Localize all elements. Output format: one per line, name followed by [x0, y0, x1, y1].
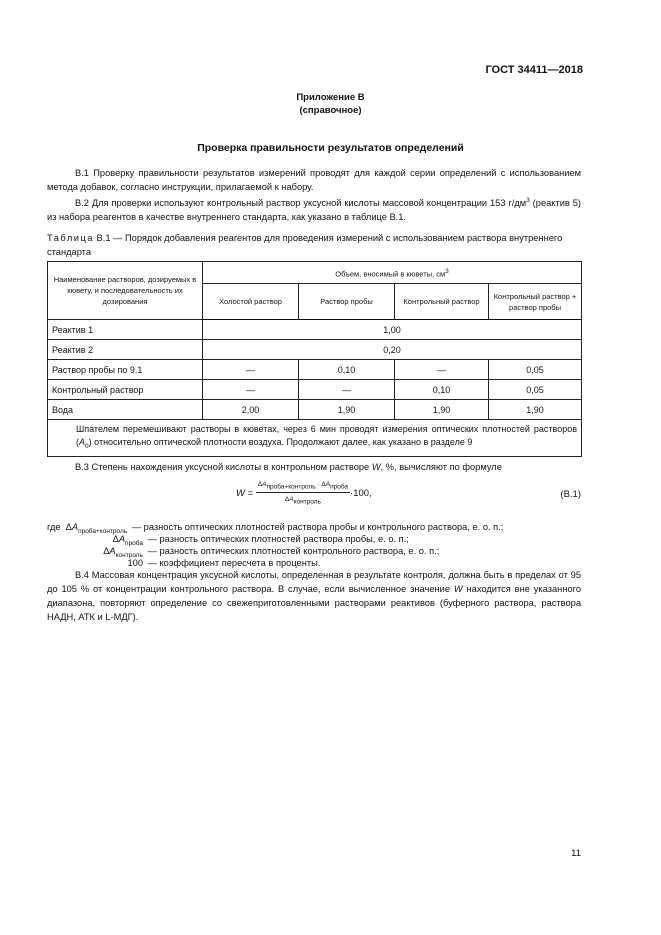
row-name: Реактив 1	[48, 320, 203, 340]
row-name: Реактив 2	[48, 340, 203, 360]
table-note-row	[48, 420, 582, 457]
table-note: Шпателем перемешивают растворы в кюветах, через 6 мин проводят измерения оптических плотностей растворов $(A_0)$ относительно оптической плотности воздуха. Продолжают далее, как указано в разделе 9	[48, 420, 582, 457]
row-name: Контрольный раствор	[48, 380, 203, 400]
cell-value: 0,10	[299, 360, 395, 380]
standard-number: ГОСТ 34411—2018	[485, 64, 583, 76]
row-name: Раствор пробы по 9.1	[48, 360, 203, 380]
header-control-solution: Контрольный раствор	[395, 284, 489, 320]
header-solution-name: Наименование растворов, дозируемых в кювету, и последовательность их дозирования	[48, 262, 203, 320]
where-item: $\Delta A_{проба}$ — разность оптических плотностей раствора пробы, е. о. п.;	[112, 534, 409, 547]
where-item: где $\Delta A_{проба+контроль}$ — разность оптических плотностей раствора пробы и контрольного раствора, е. о. п.;	[47, 522, 504, 535]
cell-value: —	[299, 380, 395, 400]
row-merged-value: 0,20	[203, 340, 582, 360]
cell-value: 0,10	[395, 380, 489, 400]
table-row	[48, 340, 582, 360]
appendix-note: (справочное)	[299, 105, 362, 116]
cell-value: 0,05	[489, 380, 582, 400]
where-prefix: где	[47, 522, 61, 532]
table-row	[48, 380, 582, 400]
header-blank-solution: Холостой раствор	[203, 284, 299, 320]
paragraph-b1: В.1 Проверку правильности результатов измерений проводят для каждой серии определений с использованием метода добавок, согласно инструкции, прилагаемой к набору.	[47, 168, 581, 192]
formula-lhs: W	[236, 487, 245, 499]
reagent-table	[47, 261, 582, 457]
cell-value: —	[395, 360, 489, 380]
cell-value: —	[203, 360, 299, 380]
appendix-heading	[0, 91, 661, 117]
cell-value: 1,90	[299, 400, 395, 420]
formula-numerator: $\Delta A_{проба+контроль} \cdot \Delta A_{проба}$	[256, 481, 350, 493]
header-volume-group: Объем, вносимый в кюветы, $см^3$	[203, 262, 582, 284]
header-control-plus-sample: Контрольный раствор + раствор пробы	[489, 284, 582, 320]
appendix-title: Приложение В	[296, 92, 365, 103]
paragraph-b3: В.3 Степень нахождения уксусной кислоты в контрольном растворе W, %, вычисляют по формуле	[75, 462, 502, 472]
row-name: Вода	[48, 400, 203, 420]
page-title: Проверка правильности результатов определений	[197, 142, 464, 154]
cell-value: —	[203, 380, 299, 400]
paragraph-b4: В.4 Массовая концентрация уксусной кислоты, определенная в результате контроля, должна быть в пределах от 95 до 105 % от концентрации контрольного раствора. В случае, если вычисленное значение W находится вне указанного диапазона, повторяют определение со свежеприготовленными растворами реактивов (буферного раствора, раствора НАДН, АТК и L-МДГ).	[47, 570, 581, 622]
formula-denominator: $\Delta A_{контроль}$	[284, 496, 321, 506]
where-item: $\Delta A_{контроль}$ — разность оптических плотностей контрольного раствора, е. о. п.;	[103, 546, 440, 559]
table-row	[48, 400, 582, 420]
cell-value: 2,00	[203, 400, 299, 420]
table-caption: Таблица В.1 — Порядок добавления реагентов для проведения измерений с использованием раствора внутреннего стандарта	[47, 233, 563, 257]
where-item: 100 — коэффициент пересчета в проценты.	[127, 558, 321, 568]
formula-tail: ·100,	[350, 487, 372, 499]
formula-fraction	[256, 481, 350, 506]
equation-number: (В.1)	[560, 489, 581, 500]
cell-value: 0,05	[489, 360, 582, 380]
formula-b1: W = $\frac{\Delta A_{проба+контроль} \cdot \Delta A_{проба}}{\Delta A_{контроль}}$ ·100,	[236, 481, 372, 506]
paragraph-b2: В.2 Для проверки используют контрольный раствор уксусной кислоты массовой концентрации 153 $г/дм^3$ (реактив 5) из набора реагентов в качестве внутреннего стандарта, как указано в таблице В.1.	[47, 197, 581, 223]
table-row	[48, 320, 582, 340]
header-sample-solution: Раствор пробы	[299, 284, 395, 320]
table-row	[48, 360, 582, 380]
page-number: 11	[571, 848, 581, 859]
cell-value: 1,90	[395, 400, 489, 420]
cell-value: 1,90	[489, 400, 582, 420]
row-merged-value: 1,00	[203, 320, 582, 340]
